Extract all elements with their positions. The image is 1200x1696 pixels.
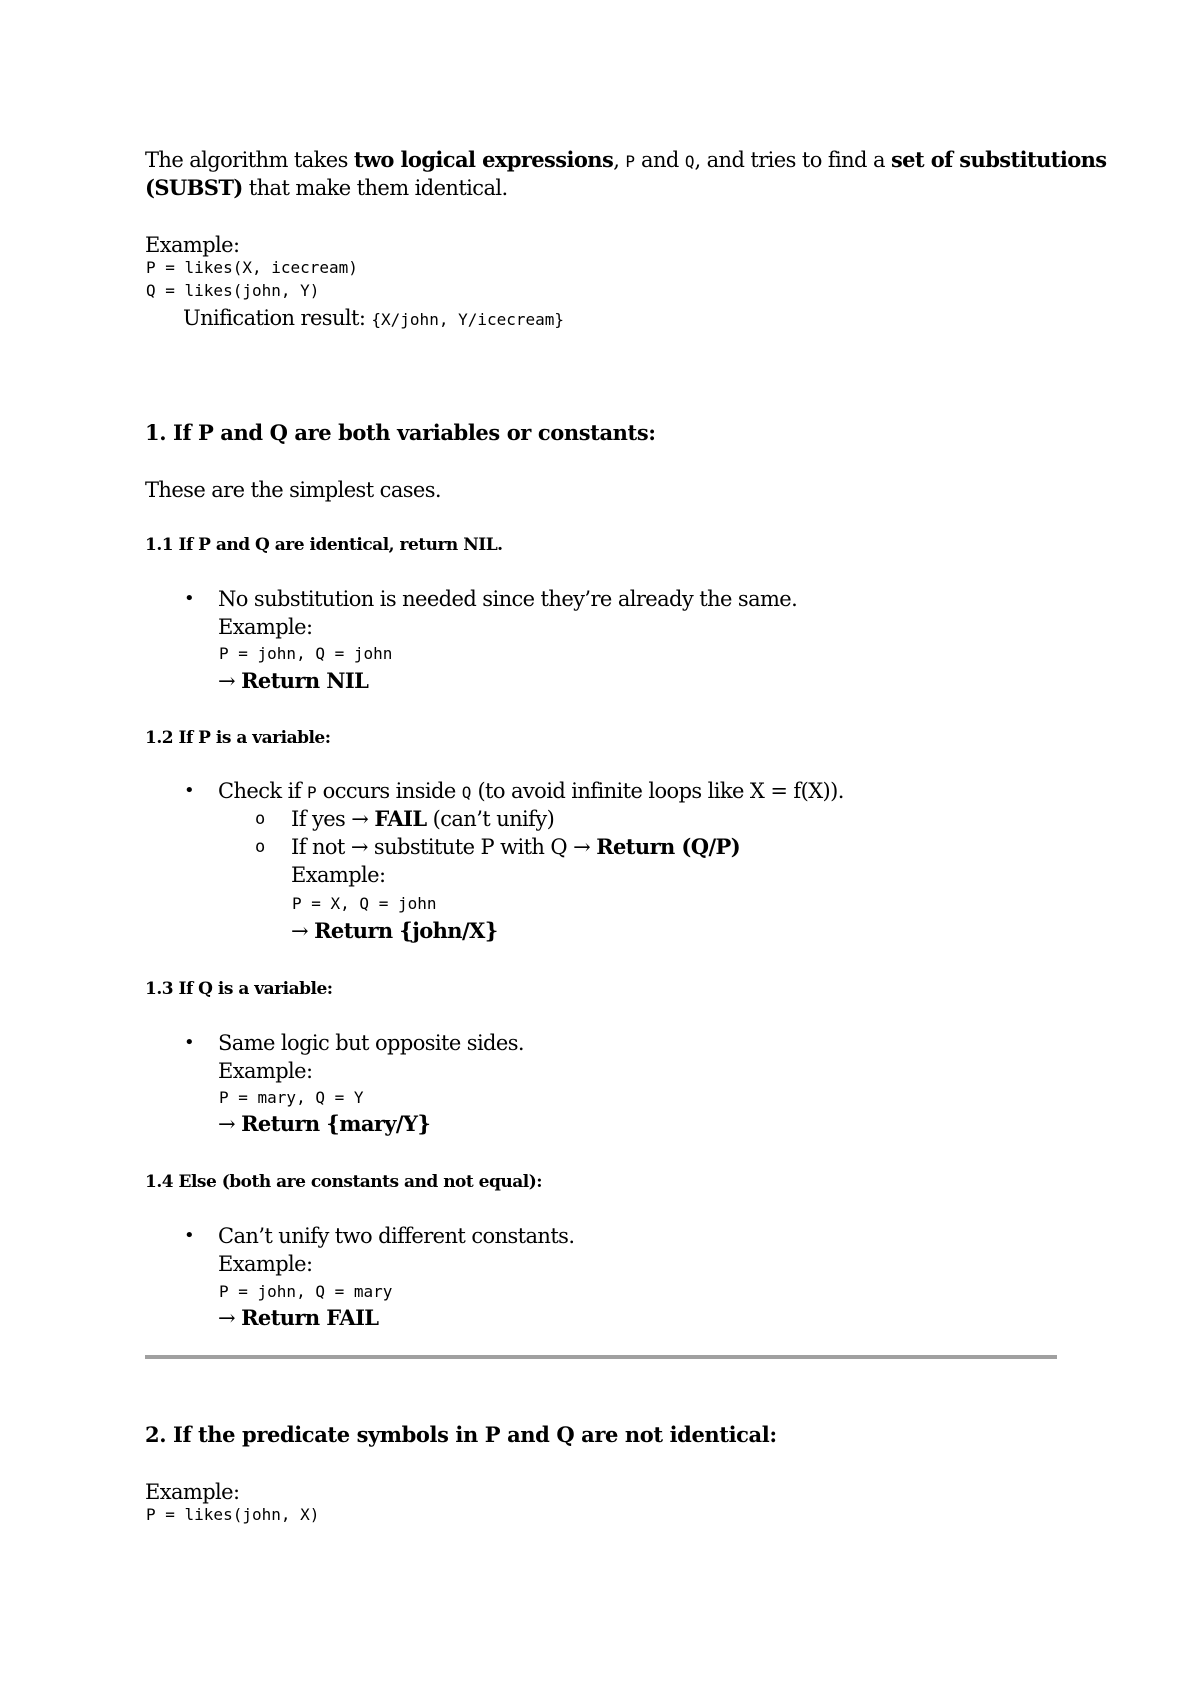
arrow: → [218,1306,242,1330]
s11-bullet: No substitution is needed since they’re already the same. [218,587,798,611]
text: If not → substitute P with Q → [291,835,597,859]
s11-code: P = john, Q = john [219,644,393,663]
intro-example-label: Example: [145,233,240,257]
s14-code: P = john, Q = mary [219,1282,393,1301]
text: occurs inside [316,779,462,803]
result-bold: Return {mary/Y} [241,1111,431,1136]
bullet-icon: • [184,1225,195,1246]
text: (can’t unify) [426,807,555,831]
text: (to avoid infinite loops like X = f(X)). [471,779,844,803]
circle-bullet-icon: o [255,837,266,857]
s11-heading: 1.1 If P and Q are identical, return NIL. [145,535,503,555]
intro-code-q: Q [684,152,695,171]
arrow: → [218,669,242,693]
intro-code-q-line: Q = likes(john, Y) [146,281,320,300]
s12-heading: 1.2 If P is a variable: [145,728,331,748]
s12-result [291,918,498,944]
result-label: Unification result: [183,306,372,330]
s12-sub1 [291,806,554,832]
result-bold: Return NIL [241,668,369,693]
s12-sub2 [291,834,740,860]
intro-text: , and tries to find a [694,148,891,172]
intro-bold: set of substitutions [890,147,1107,172]
intro-text: The algorithm takes [145,148,354,172]
s14-bullet: Can’t unify two different constants. [218,1224,575,1248]
section2-example-label: Example: [145,1480,240,1504]
s14-heading: 1.4 Else (both are constants and not equal): [145,1172,543,1192]
arrow: → [291,919,315,943]
bullet-icon: • [184,588,195,609]
intro-bold: (SUBST) [145,175,243,200]
circle-bullet-icon: o [255,809,266,829]
result-code: {X/john, Y/icecream} [371,310,565,329]
text: Check if [218,779,307,803]
intro-code-p: P [625,152,635,171]
bold: Return (Q/P) [596,834,741,859]
s11-result [218,668,368,694]
intro-result [183,305,564,333]
intro-text: and [634,148,685,172]
text: If yes → [291,807,375,831]
section1-intro: These are the simplest cases. [145,478,441,502]
s14-example-label: Example: [218,1252,313,1276]
code-q: Q [461,783,472,802]
s13-example-label: Example: [218,1059,313,1083]
s12-example-label: Example: [291,863,386,887]
s13-result [218,1111,430,1137]
section2-heading: 2. If the predicate symbols in P and Q are not identical: [145,1422,777,1447]
result-bold: Return FAIL [241,1305,379,1330]
intro-text: , [613,148,626,172]
s13-heading: 1.3 If Q is a variable: [145,979,333,999]
bullet-icon: • [184,1032,195,1053]
s13-bullet: Same logic but opposite sides. [218,1031,524,1055]
intro-line-2 [145,175,508,201]
section1-heading: 1. If P and Q are both variables or constants: [145,420,656,445]
intro-line-1 [145,147,1107,175]
code-p: P [306,783,317,802]
horizontal-divider [145,1355,1057,1359]
result-bold: Return {john/X} [314,918,498,943]
s11-example-label: Example: [218,615,313,639]
s13-code: P = mary, Q = Y [219,1088,364,1107]
intro-code-p-line: P = likes(X, icecream) [146,258,358,277]
arrow: → [218,1112,242,1136]
s12-bullet [218,778,844,806]
section2-code: P = likes(john, X) [146,1505,320,1524]
intro-bold: two logical expressions [353,147,614,172]
s14-result [218,1305,378,1331]
s12-code: P = X, Q = john [292,894,437,913]
bullet-icon: • [184,780,195,801]
bold: FAIL [374,806,427,831]
intro-text: that make them identical. [242,176,508,200]
